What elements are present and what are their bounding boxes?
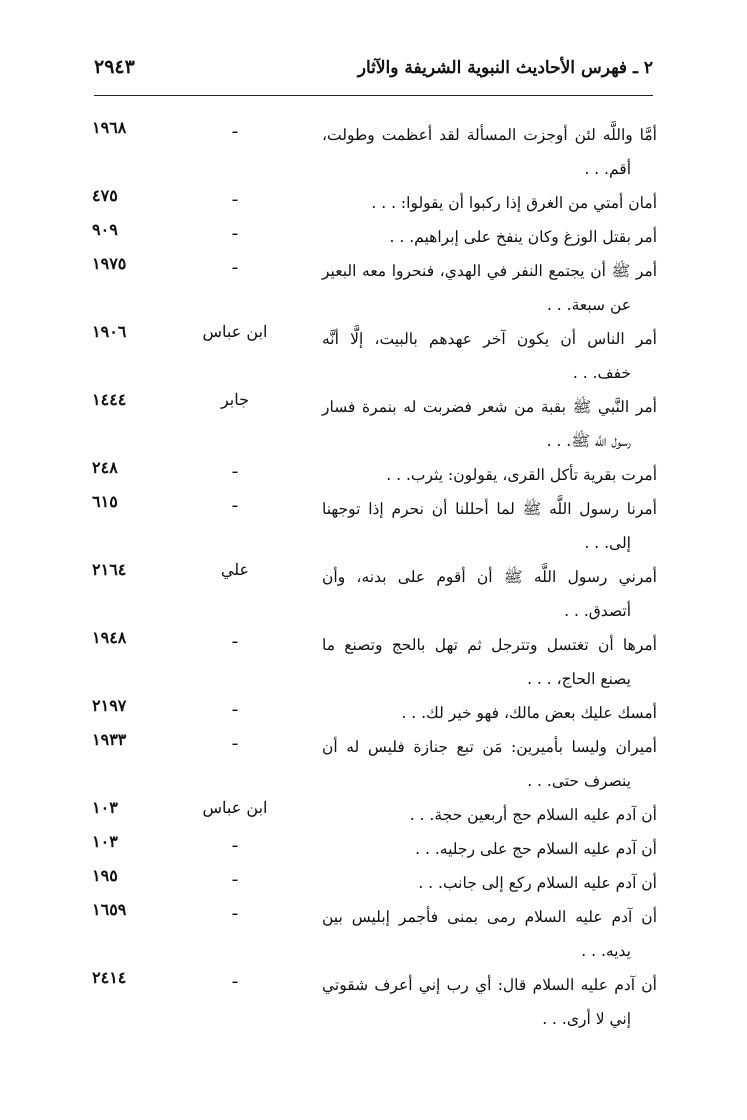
narrator: جابر: [220, 390, 250, 409]
hadith-text-line: أمر النَّبي ﷺ بقبة من شعر فضربت له بنمرة فسار: [322, 398, 657, 416]
page-header: [94, 54, 653, 90]
hadith-text: [322, 900, 657, 968]
hadith-text-continuation: إلى. . .: [584, 534, 631, 552]
hadith-text-continuation: يصنع الحاج، . . .: [527, 670, 631, 688]
hadith-text-line: أمرت بقرية تأكل القرى، يقولون: يثرب. . .: [386, 466, 657, 484]
running-title: ٢ ـ فهرس الأحاديث النبوية الشريفة والآثار: [357, 58, 653, 78]
index-entry: [0, 554, 747, 622]
hadith-text-continuation: أقم. . .: [584, 160, 631, 178]
narrator: ـ: [232, 866, 238, 885]
narrator: ـ: [232, 118, 238, 137]
index-entry: [0, 384, 747, 452]
hadith-text: [322, 254, 657, 322]
reference-number: ١٩٤٨: [92, 628, 127, 647]
hadith-text-continuation: خفف. . .: [572, 364, 631, 382]
hadith-text-line: أمرنا رسول اللَّه ﷺ لما أحللنا أن نحرم إذا توجهنا: [322, 500, 657, 518]
hadith-text: [322, 730, 657, 798]
reference-number: ٢١٦٤: [92, 560, 127, 579]
index-entry: [0, 452, 747, 486]
narrator: ابن عباس: [202, 322, 268, 341]
narrator: ـ: [232, 900, 238, 919]
index-entry: [0, 112, 747, 180]
reference-number: ١٩٠٦: [92, 322, 127, 341]
narrator: ـ: [232, 458, 238, 477]
reference-number: ١٤٤٤: [92, 390, 127, 409]
narrator: ـ: [232, 186, 238, 205]
hadith-text-line: أميران وليسا بأميرين: مَن تبع جنازة فليس له أن: [322, 738, 657, 756]
index-entry: [0, 826, 747, 860]
hadith-text: [322, 390, 657, 458]
index-entry: [0, 248, 747, 316]
index-entry: [0, 214, 747, 248]
index-entry: [0, 486, 747, 554]
hadith-text-line: أمر بقتل الوزغ وكان ينفخ على إبراهيم. . .: [389, 228, 657, 246]
index-entry: [0, 724, 747, 792]
hadith-text: [322, 968, 657, 1036]
hadith-text-continuation: رسول اللَّه ﷺ. . .: [546, 432, 631, 450]
hadith-text: [322, 322, 657, 390]
reference-number: ٢١٩٧: [92, 696, 127, 715]
reference-number: ٢٤٨: [92, 458, 118, 477]
reference-number: ١٩٣٣: [92, 730, 127, 749]
hadith-text-continuation: عن سبعة. . .: [546, 296, 631, 314]
reference-number: ١٩٧٥: [92, 254, 127, 273]
index-entry: [0, 894, 747, 962]
narrator: ـ: [232, 492, 238, 511]
narrator: ـ: [232, 730, 238, 749]
reference-number: ٩٠٩: [92, 220, 118, 239]
narrator: ـ: [232, 696, 238, 715]
index-entry: [0, 622, 747, 690]
hadith-text-line: أن آدم عليه السلام رمى بمنى فأجمر إبليس بين: [322, 908, 657, 926]
hadith-text: [322, 628, 657, 696]
index-entry: [0, 860, 747, 894]
hadith-text-line: أمرها أن تغتسل وتترجل ثم تهل بالحج وتصنع ما: [322, 636, 657, 654]
hadith-text-line: أمر الناس أن يكون آخر عهدهم بالبيت، إلَّا أنَّه: [322, 330, 657, 348]
index-entry: [0, 316, 747, 384]
narrator: ـ: [232, 968, 238, 987]
hadith-text-line: أمان أمتي من الغرق إذا ركبوا أن يقولوا: . . .: [371, 194, 657, 212]
reference-number: ١٠٣: [92, 798, 118, 817]
hadith-text-line: أمرني رسول اللَّه ﷺ أن أقوم على بدنه، وأن: [322, 568, 657, 586]
hadith-text: [322, 560, 657, 628]
reference-number: ١٠٣: [92, 832, 118, 851]
hadith-text-continuation: ينصرف حتى. . .: [527, 772, 631, 790]
hadith-text-line: أمر ﷺ أن يجتمع النفر في الهدي، فنحروا معه البعير: [322, 262, 657, 280]
narrator: علي: [220, 560, 250, 579]
reference-number: ٤٧٥: [92, 186, 118, 205]
header-rule: [94, 95, 653, 96]
narrator: ـ: [232, 254, 238, 273]
index-entry: [0, 180, 747, 214]
reference-number: ١٩٥: [92, 866, 118, 885]
hadith-text-continuation: إني لا أرى. . .: [542, 1010, 631, 1028]
reference-number: ١٦٥٩: [92, 900, 127, 919]
hadith-text-line: أن آدم عليه السلام ركع إلى جانب. . .: [418, 874, 657, 892]
reference-number: ٢٤١٤: [92, 968, 127, 987]
hadith-text-continuation: أتصدق. . .: [564, 602, 631, 620]
narrator: ابن عباس: [202, 798, 268, 817]
reference-number: ١٩٦٨: [92, 118, 127, 137]
hadith-text-line: أمسك عليك بعض مالك، فهو خير لك. . .: [401, 704, 657, 722]
narrator: ـ: [232, 220, 238, 239]
hadith-text: [322, 118, 657, 186]
index-entry: [0, 690, 747, 724]
hadith-text: [322, 492, 657, 560]
index-entry: [0, 792, 747, 826]
index-entry: [0, 962, 747, 1030]
hadith-text-line: أمَّا واللَّه لئن أوجزت المسألة لقد أعظمت وطولت،: [322, 126, 657, 144]
reference-number: ٦١٥: [92, 492, 118, 511]
narrator: ـ: [232, 628, 238, 647]
hadith-text-line: أن آدم عليه السلام قال: أي رب إني أعرف شقوتي: [322, 976, 657, 994]
hadith-text-continuation: يديه. . .: [581, 942, 631, 960]
hadith-text-line: أن آدم عليه السلام حج أربعين حجة. . .: [409, 806, 657, 824]
hadith-text-line: أن آدم عليه السلام حج على رجليه. . .: [415, 840, 657, 858]
narrator: ـ: [232, 832, 238, 851]
page-number: ٢٩٤٣: [94, 56, 135, 78]
